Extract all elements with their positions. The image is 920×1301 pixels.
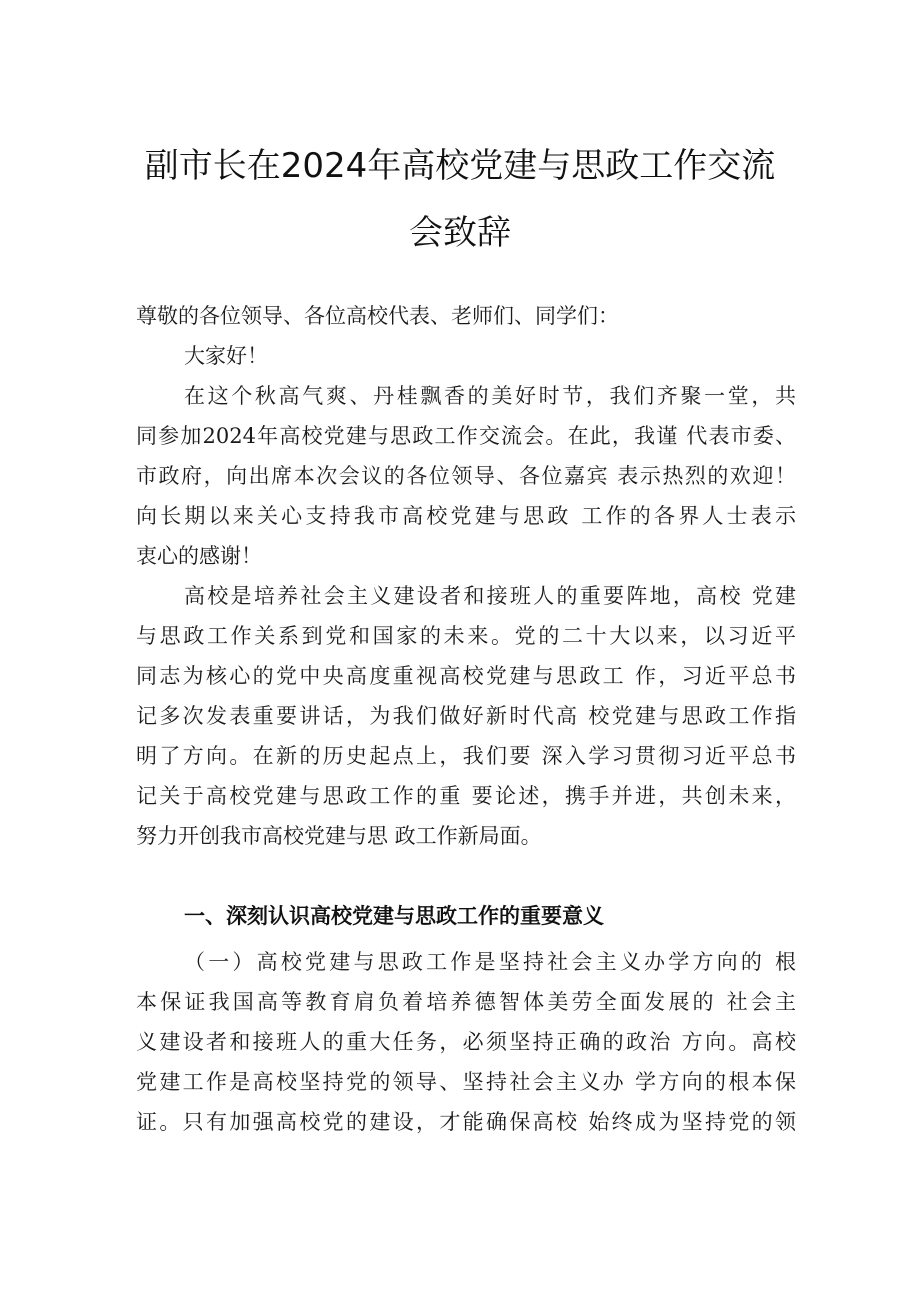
salutation-block xyxy=(136,296,796,376)
paragraph-line: 证。只有加强高校党的建设，才能确保高校 始终成为坚持党的领 xyxy=(136,1110,796,1134)
document-title-line-2: 会致辞 xyxy=(409,213,511,253)
paragraph-importance xyxy=(136,576,796,856)
section-heading-1: 一、深刻认识高校党建与思政工作的重要意义 xyxy=(184,904,604,928)
paragraph-line: 与思政工作关系到党和国家的未来。党的二十大以来，以习近平 xyxy=(136,624,796,648)
paragraph-line: 义建设者和接班人的重大任务，必须坚持正确的政治 方向。高校 xyxy=(136,1030,796,1054)
salutation: 尊敬的各位领导、各位高校代表、老师们、同学们： xyxy=(136,304,619,328)
paragraph-section1-sub1 xyxy=(136,942,796,1142)
paragraph-line: 市政府，向出席本次会议的各位领导、各位嘉宾 表示热烈的欢迎！ xyxy=(136,464,796,488)
paragraph-line: 高校是培养社会主义建设者和接班人的重要阵地，高校 党建 xyxy=(184,584,796,608)
paragraph-line: 记关于高校党建与思政工作的重 要论述，携手并进，共创未来， xyxy=(136,784,796,808)
document-title-line-1: 副市长在2024年高校党建与思政工作交流 xyxy=(144,146,776,186)
paragraph-line: 衷心的感谢！ xyxy=(136,544,262,568)
paragraph-line: 努力开创我市高校党建与思 政工作新局面。 xyxy=(136,824,542,848)
paragraph-welcome xyxy=(136,376,796,576)
paragraph-line: 在这个秋高气爽、丹桂飘香的美好时节，我们齐聚一堂，共 xyxy=(184,384,796,408)
paragraph-line: 党建工作是高校坚持党的领导、坚持社会主义办 学方向的根本保 xyxy=(136,1070,796,1094)
paragraph-line: （一）高校党建与思政工作是坚持社会主义办学方向的 根 xyxy=(184,950,796,974)
paragraph-line: 向长期以来关心支持我市高校党建与思政 工作的各界人士表示 xyxy=(136,504,796,528)
paragraph-line: 本保证我国高等教育肩负着培养德智体美劳全面发展的 社会主 xyxy=(136,990,796,1014)
paragraph-line: 同志为核心的党中央高度重视高校党建与思政工 作，习近平总书 xyxy=(136,664,796,688)
greeting: 大家好！ xyxy=(184,344,268,368)
paragraph-line: 记多次发表重要讲话，为我们做好新时代高 校党建与思政工作指 xyxy=(136,704,796,728)
paragraph-line: 明了方向。在新的历史起点上，我们要 深入学习贯彻习近平总书 xyxy=(136,744,796,768)
paragraph-line: 同参加2024年高校党建与思政工作交流会。在此，我谨 代表市委、 xyxy=(136,424,796,448)
